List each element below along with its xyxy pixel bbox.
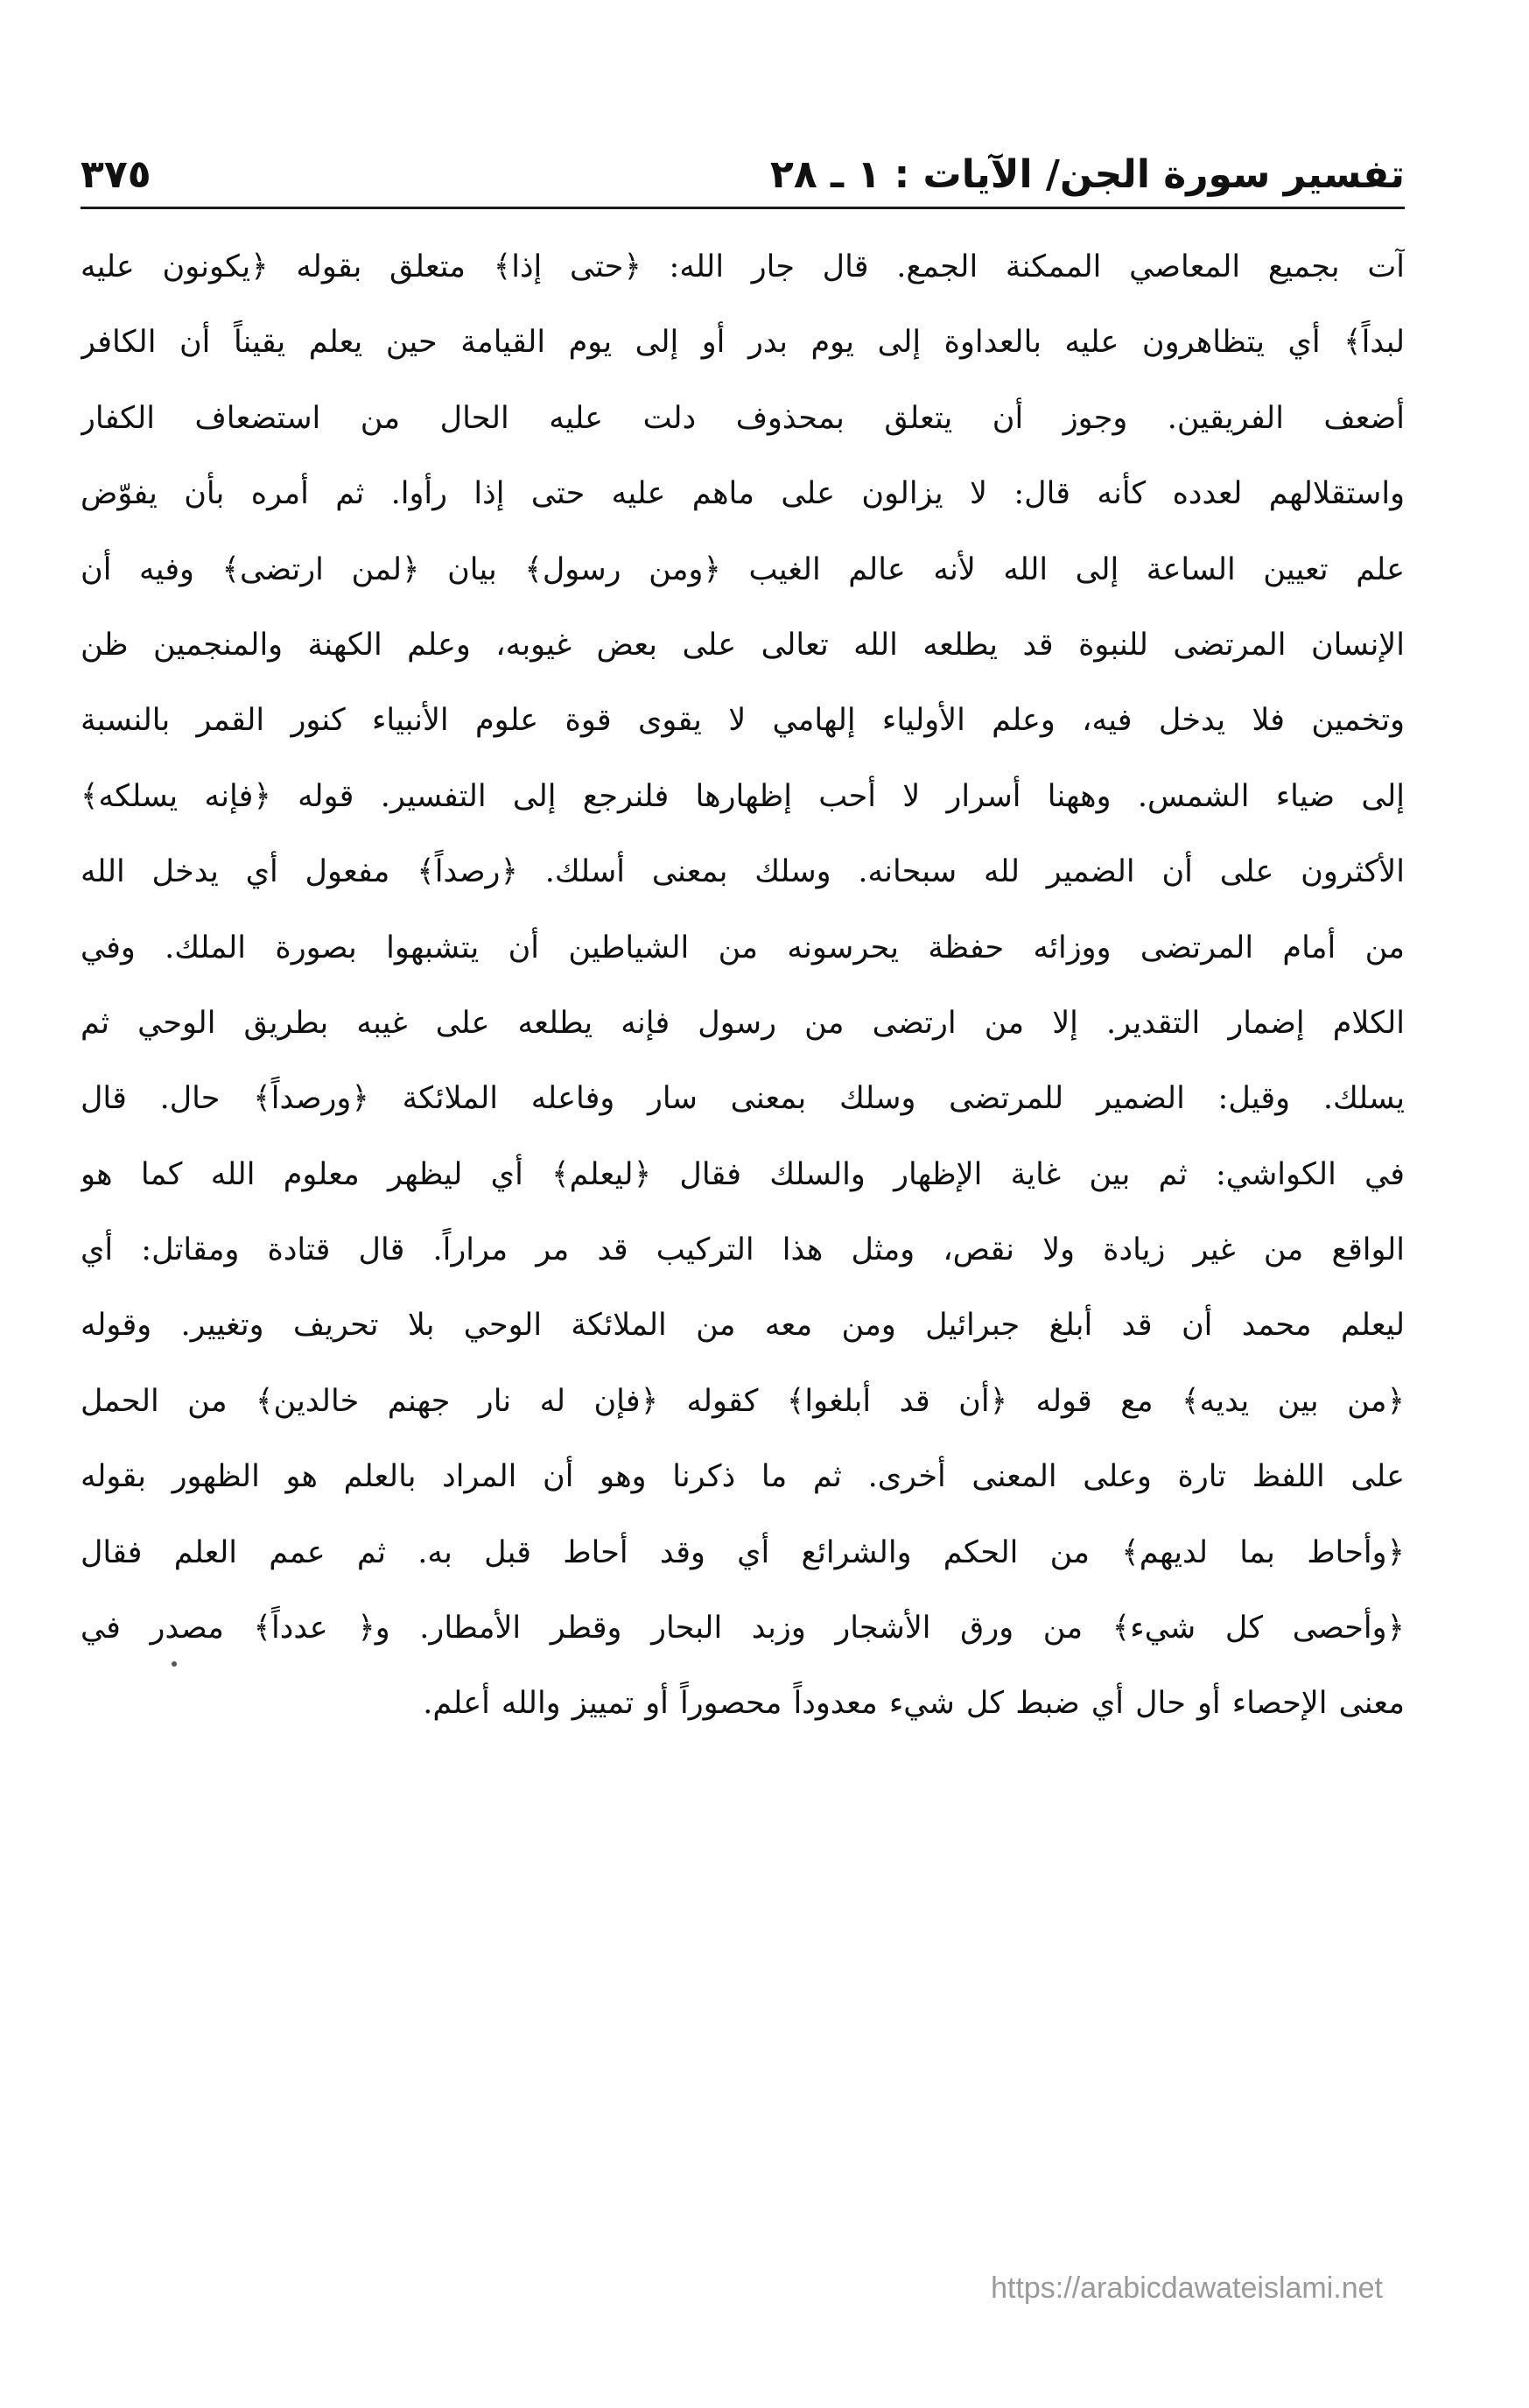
text-line: وتخمين فلا يدخل فيه، وعلم الأولياء إلهامي لا يقوى قوة علوم الأنبياء كنور القمر بالنسبة: [81, 703, 1405, 739]
text-line: ليعلم محمد أن قد أبلغ جبرائيل ومن معه من الملائكة الوحي بلا تحريف وتغيير. وقوله: [81, 1308, 1405, 1344]
text-line: ﴿وأحصى كل شيء﴾ من ورق الأشجار وزبد البحار وقطر الأمطار. و﴿ عدداً﴾ مصدر في: [81, 1611, 1405, 1646]
text-line: إلى ضياء الشمس. وههنا أسرار لا أحب إظهارها فلنرجع إلى التفسير. قوله ﴿فإنه يسلكه﴾: [81, 778, 1405, 814]
text-line: ﴿من بين يديه﴾ مع قوله ﴿أن قد أبلغوا﴾ كقوله ﴿فإن له نار جهنم خالدين﴾ من الحمل: [81, 1383, 1405, 1419]
text-line: يسلك. وقيل: الضمير للمرتضى وسلك بمعنى سار وفاعله الملائكة ﴿ورصداً﴾ حال. قال: [81, 1081, 1405, 1117]
text-line: الأكثرون على أن الضمير لله سبحانه. وسلك بمعنى أسلك. ﴿رصداً﴾ مفعول أي يدخل الله: [81, 854, 1405, 890]
text-line: علم تعيين الساعة إلى الله لأنه عالم الغيب ﴿ومن رسول﴾ بيان ﴿لمن ارتضى﴾ وفيه أن: [81, 551, 1405, 587]
text-line: الكلام إضمار التقدير. إلا من ارتضى من رسول فإنه يطلعه على غيبه بطريق الوحي ثم: [81, 1005, 1405, 1041]
text-line: أضعف الفريقين. وجوز أن يتعلق بمحذوف دلت عليه الحال من استضعاف الكفار: [81, 400, 1405, 436]
stray-dot: [172, 1661, 177, 1667]
watermark-url: https://arabicdawateislami.net: [991, 2271, 1383, 2305]
text-line: ﴿وأحاط بما لديهم﴾ من الحكم والشرائع أي وقد أحاط قبل به. ثم عمم العلم فقال: [81, 1534, 1405, 1570]
text-line: لبداً﴾ أي يتظاهرون عليه بالعداوة إلى يوم بدر أو إلى يوم القيامة حين يعلم يقيناً أن الكافر: [81, 325, 1405, 361]
text-line: واستقلالهم لعدده كأنه قال: لا يزالون على ماهم عليه حتى إذا رأوا. ثم أمره بأن يفوّض: [81, 476, 1405, 512]
running-title: تفسير سورة الجن/ الآيات : ١ ـ ٢٨: [770, 152, 1405, 197]
body-text: [81, 229, 1405, 1742]
text-line: آت بجميع المعاصي الممكنة الجمع. قال جار الله: ﴿حتى إذا﴾ متعلق بقوله ﴿يكونون عليه: [81, 249, 1405, 284]
text-line: الواقع من غير زيادة ولا نقص، ومثل هذا التركيب قد مر مراراً. قال قتادة ومقاتل: أي: [81, 1232, 1405, 1268]
page-header: [81, 140, 1405, 201]
text-line: في الكواشي: ثم بين غاية الإظهار والسلك فقال ﴿ليعلم﴾ أي ليظهر معلوم الله كما هو: [81, 1156, 1405, 1192]
text-line: على اللفظ تارة وعلى المعنى أخرى. ثم ما ذكرنا وهو أن المراد بالعلم هو الظهور بقوله: [81, 1459, 1405, 1495]
text-line: معنى الإحصاء أو حال أي ضبط كل شيء معدوداً محصوراً أو تمييز والله أعلم.: [423, 1686, 1405, 1722]
page-number: ٣٧٥: [81, 152, 151, 197]
text-line: الإنسان المرتضى للنبوة قد يطلعه الله تعالى على بعض غيوبه، وعلم الكهنة والمنجمين ظن: [81, 627, 1405, 663]
text-line: من أمام المرتضى ووزائه حفظة يحرسونه من الشياطين أن يتشبهوا بصورة الملك. وفي: [81, 930, 1405, 965]
header-rule: [81, 207, 1405, 209]
